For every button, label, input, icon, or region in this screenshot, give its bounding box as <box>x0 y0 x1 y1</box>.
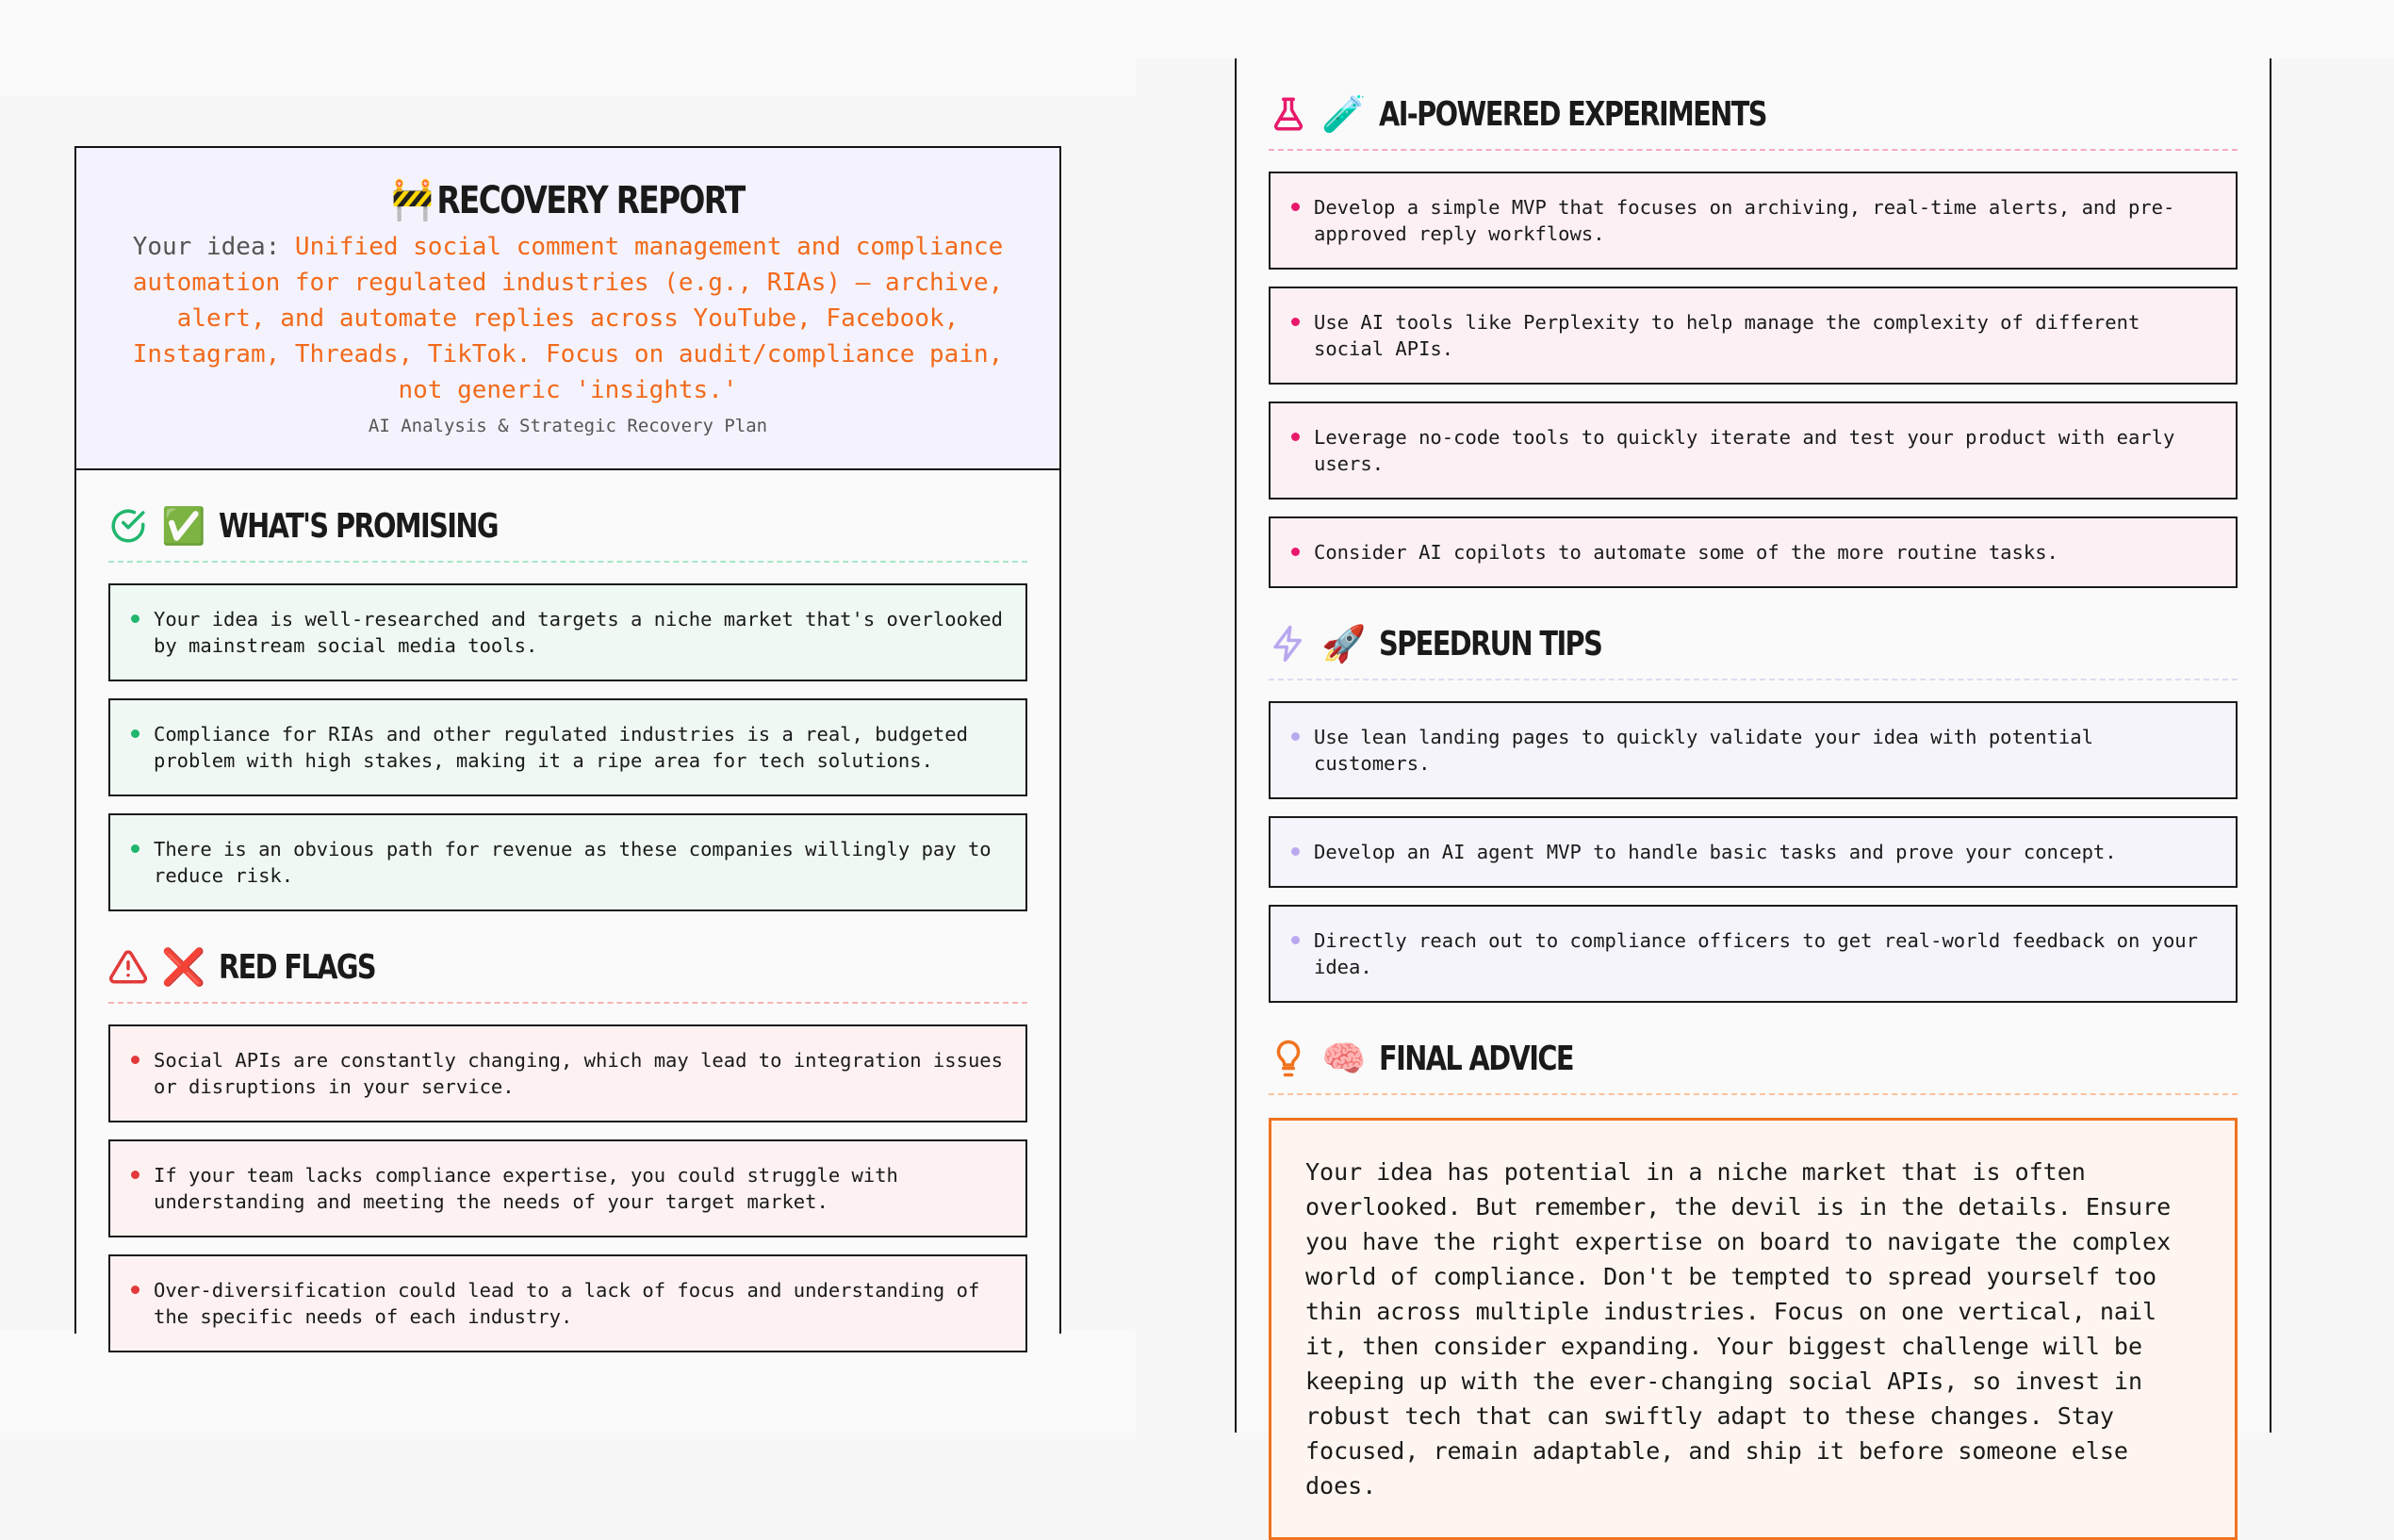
list-item: Compliance for RIAs and other regulated industries is a real, budgeted problem with high stakes, making it a ripe area for tech solutions. <box>108 698 1027 796</box>
section-header <box>1269 609 2238 680</box>
section-title: WHAT'S PROMISING <box>219 506 499 546</box>
bullet-icon <box>131 1286 139 1294</box>
experiments-list <box>1269 172 2238 588</box>
red-flags-list <box>108 1024 1027 1352</box>
bullet-icon <box>131 729 139 738</box>
bullet-icon <box>1291 433 1300 441</box>
warning-triangle-icon <box>108 947 148 987</box>
section-title: AI-POWERED EXPERIMENTS <box>1379 94 1767 134</box>
list-item: Consider AI copilots to automate some of the more routine tasks. <box>1269 516 2238 588</box>
idea-text: Unified social comment management and compliance automation for regulated industries (e.g., RIAs) — archive, alert, and automate replies across YouTube, Facebook, Instagram, Threads, TikTok. Focus on audit/compliance pain, not generic 'insights.' <box>132 233 1004 404</box>
list-item: Over-diversification could lead to a lack of focus and understanding of the specific needs of each industry. <box>108 1254 1027 1352</box>
section-final-advice <box>1237 1024 2270 1540</box>
section-title: FINAL ADVICE <box>1379 1039 1574 1078</box>
list-item: There is an obvious path for revenue as these companies willingly pay to reduce risk. <box>108 813 1027 911</box>
bullet-icon <box>1291 548 1300 556</box>
test-tube-icon: 🧪 <box>1321 93 1367 135</box>
brain-icon: 🧠 <box>1321 1038 1367 1079</box>
check-mark-icon: ✅ <box>161 505 206 547</box>
bullet-icon <box>131 614 139 623</box>
rocket-icon: 🚀 <box>1321 623 1367 664</box>
section-header <box>108 932 1027 1004</box>
report-subtitle: AI Analysis & Strategic Recovery Plan <box>368 416 768 436</box>
section-header <box>1269 1024 2238 1095</box>
final-advice-text: Your idea has potential in a niche market that is often overlooked. But remember, the devil is in the details. Ensure you have the right expertise on board to navigate the complex world of compliance. Don't be tempted to spread yourself too thin across multiple industries. Focus on one vertical, nail it, then consider expanding. Your biggest challenge will be keeping up with the ever-changing social APIs, so invest in robust tech that can swiftly adapt to these changes. Stay focused, remain adaptable, and ship it before someone else does. <box>1269 1118 2238 1540</box>
bullet-icon <box>1291 936 1300 944</box>
bullet-icon <box>1291 847 1300 856</box>
report-header <box>76 148 1059 470</box>
bullet-icon <box>1291 732 1300 741</box>
left-top-band <box>0 58 1136 96</box>
list-item: If your team lacks compliance expertise, you could struggle with understanding and meeting the needs of your target market. <box>108 1139 1027 1237</box>
recovery-report-card <box>74 146 1061 1334</box>
report-title: 🚧RECOVERY REPORT <box>391 175 745 223</box>
bullet-icon <box>1291 318 1300 326</box>
construction-icon: 🚧 <box>391 175 435 223</box>
list-item: Use lean landing pages to quickly validate your idea with potential customers. <box>1269 701 2238 799</box>
section-promising <box>76 491 1059 911</box>
bullet-icon <box>131 1171 139 1179</box>
flask-icon <box>1269 94 1308 134</box>
section-red-flags <box>76 932 1059 1352</box>
section-header <box>108 491 1027 563</box>
section-header <box>1269 79 2238 151</box>
lightning-icon <box>1269 624 1308 664</box>
section-experiments <box>1237 79 2270 588</box>
list-item: Use AI tools like Perplexity to help manage the complexity of different social APIs. <box>1269 287 2238 385</box>
promising-list <box>108 583 1027 911</box>
list-item: Develop an AI agent MVP to handle basic tasks and prove your concept. <box>1269 816 2238 888</box>
section-title: RED FLAGS <box>219 947 376 987</box>
bullet-icon <box>131 844 139 853</box>
top-band <box>0 0 2394 58</box>
idea-summary <box>110 229 1025 408</box>
section-title: SPEEDRUN TIPS <box>1379 624 1602 664</box>
lightbulb-icon <box>1269 1039 1308 1078</box>
idea-prefix: Your idea: <box>132 233 281 261</box>
list-item: Social APIs are constantly changing, which may lead to integration issues or disruptions in your service. <box>108 1024 1027 1122</box>
list-item: Leverage no-code tools to quickly iterate and test your product with early users. <box>1269 401 2238 500</box>
circle-check-icon <box>108 506 148 546</box>
list-item: Develop a simple MVP that focuses on archiving, real-time alerts, and pre-approved reply workflows. <box>1269 172 2238 270</box>
cross-mark-icon: ❌ <box>161 946 206 988</box>
section-speedrun <box>1237 609 2270 1003</box>
bullet-icon <box>1291 203 1300 211</box>
bullet-icon <box>131 1056 139 1064</box>
speedrun-list <box>1269 701 2238 1003</box>
list-item: Directly reach out to compliance officers to get real-world feedback on your idea. <box>1269 905 2238 1003</box>
list-item: Your idea is well-researched and targets a niche market that's overlooked by mainstream social media tools. <box>108 583 1027 681</box>
recovery-plan-card <box>1235 58 2271 1499</box>
